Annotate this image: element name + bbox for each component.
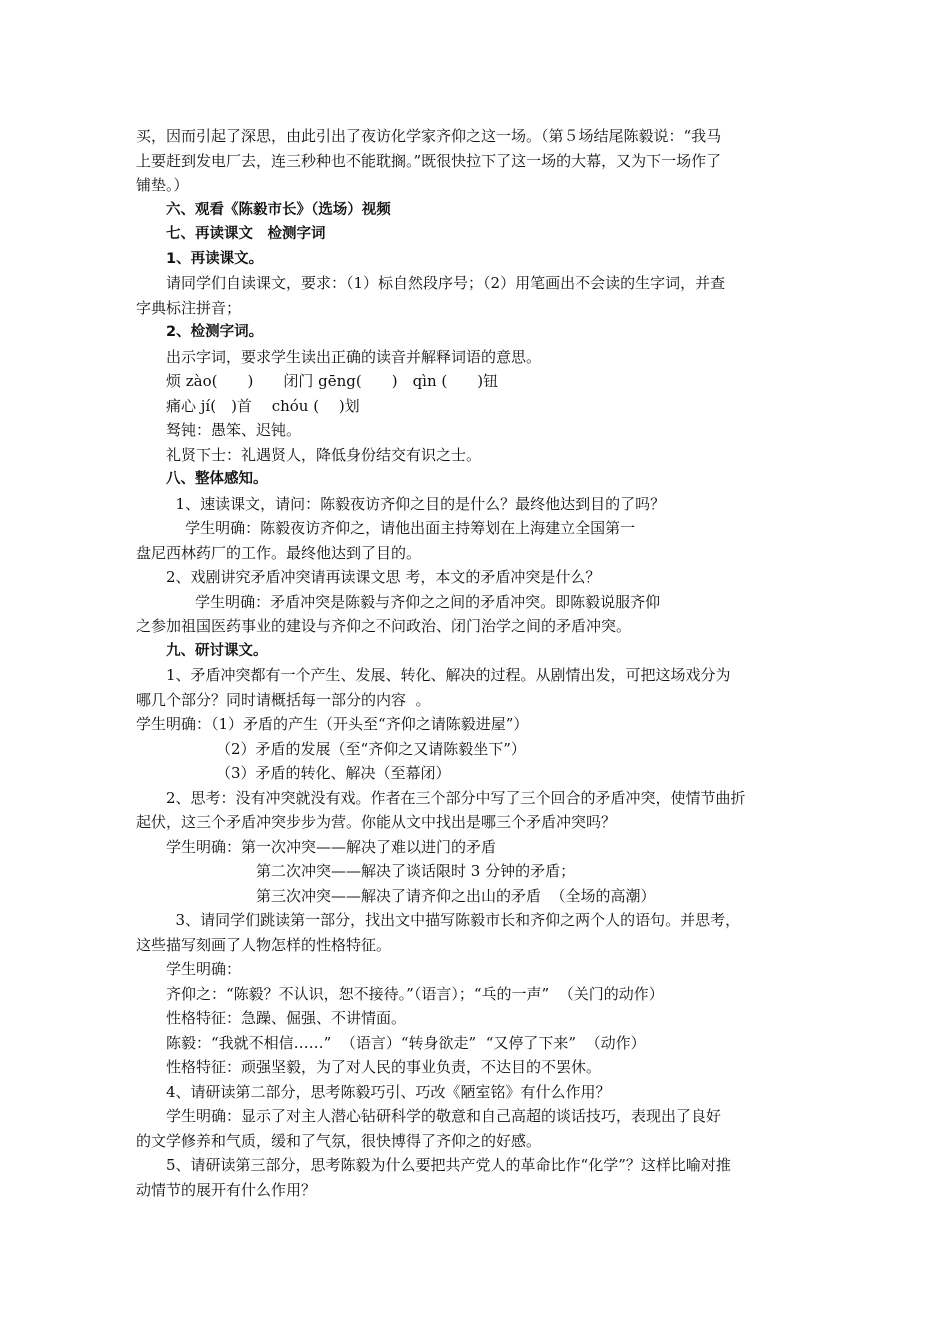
text-line: 铺垫。）	[136, 176, 189, 194]
text-line: 的文学修养和气质，缓和了气氛，很快博得了齐仰之的好感。	[136, 1131, 542, 1150]
document-body	[136, 124, 816, 1202]
text-line: 学生明确：显示了对主人潜心钻研科学的敬意和自己高超的谈话技巧，表现出了良好	[166, 1107, 722, 1125]
text-line: 动情节的展开有什么作用？	[136, 1180, 317, 1199]
text-line: 性格特征：急躁、倔强、不讲情面。	[166, 1009, 407, 1027]
text-line: 字典标注拼音；	[136, 298, 242, 317]
text-line: 这些描写刻画了人物怎样的性格特征。	[136, 935, 392, 954]
text-line: 驽钝：愚笨、迟钝。	[166, 421, 302, 439]
text-line: 第二次冲突——解决了谈话限时 3 分钟的矛盾；	[256, 862, 576, 880]
text-line: 学生明确：	[166, 960, 242, 978]
text-line: 2、戏剧讲究矛盾冲突请再读课文思 考，本文的矛盾冲突是什么？	[166, 568, 601, 586]
text-line: 痛心 jí( )首 chóu ( )划	[166, 396, 360, 415]
text-line: 第三次冲突——解决了请齐仰之出山的矛盾 （全场的高潮）	[256, 886, 656, 905]
text-line: 2、思考：没有冲突就没有戏。作者在三个部分中写了三个回合的矛盾冲突，使情节曲折	[166, 788, 746, 807]
text-line: （2）矛盾的发展（至“齐仰之又请陈毅坐下”）	[216, 739, 526, 758]
text-line: 齐仰之：“陈毅？不认识，恕不接待。”（语言）；“乓的一声” （关门的动作）	[166, 984, 664, 1003]
text-line: 请同学们自读课文，要求：（1）标自然段序号；（2）用笔画出不会读的生字词，并查	[166, 274, 726, 292]
text-line: 陈毅：“我就不相信……” （语言）“转身欲走” “又停了下来” （动作）	[166, 1033, 646, 1052]
text-line: 买，因而引起了深思，由此引出了夜访化学家齐仰之这一场。（第５场结尾陈毅说：“我马	[136, 127, 722, 145]
text-line: 学生明确：第一次冲突——解决了难以进门的矛盾	[166, 837, 497, 856]
text-line: 1、再读课文。	[166, 250, 264, 267]
text-line: 八、整体感知。	[166, 471, 268, 487]
text-line: 4、请研读第二部分，思考陈毅巧引、巧改《陋室铭》有什么作用？	[166, 1082, 611, 1101]
text-line: 3、请同学们跳读第一部分，找出文中描写陈毅市长和齐仰之两个人的语句。并思考，	[166, 911, 741, 929]
text-line: 2、检测字词。	[166, 324, 264, 340]
text-line: 盘尼西林药厂的工作。最终他达到了目的。	[136, 543, 422, 562]
text-line: 之参加祖国医药事业的建设与齐仰之不问政治、闭门治学之间的矛盾冲突。	[136, 617, 632, 635]
text-line: 烦 zào( ) 闭门 gēng( ) qìn ( )钮	[166, 372, 499, 390]
text-line: 1、矛盾冲突都有一个产生、发展、转化、解决的过程。从剧情出发，可把这场戏分为	[166, 666, 731, 684]
text-line: （3）矛盾的转化、解决（至幕闭）	[216, 764, 451, 782]
text-line: 七、再读课文 检测字词	[166, 226, 326, 242]
text-line: 1、速读课文，请问：陈毅夜访齐仰之目的是什么？最终他达到目的了吗？	[166, 494, 666, 513]
text-line: 5、请研读第三部分，思考陈毅为什么要把共产党人的革命比作“化学”？这样比喻对推	[166, 1156, 731, 1174]
text-line: 哪几个部分？同时请概括每一部分的内容 。	[136, 690, 431, 709]
text-line: 九、研讨课文。	[166, 642, 268, 659]
text-line: 性格特征：顽强坚毅，为了对人民的事业负责，不达目的不罢休。	[166, 1058, 602, 1076]
text-line: 学生明确：矛盾冲突是陈毅与齐仰之之间的矛盾冲突。即陈毅说服齐仰	[176, 592, 661, 611]
text-line: 上要赶到发电厂去，连三秒种也不能耽搁。”既很快拉下了这一场的大幕，又为下一场作了	[136, 151, 722, 170]
text-line: 学生明确：陈毅夜访齐仰之，请他出面主持筹划在上海建立全国第一	[166, 519, 636, 537]
text-line: 六、观看《陈毅市长》（选场）视频	[166, 201, 391, 218]
text-line: 出示字词，要求学生读出正确的读音并解释词语的意思。	[166, 347, 542, 366]
text-line: 学生明确：（1）矛盾的产生（开头至“齐仰之请陈毅进屋”）	[136, 715, 529, 733]
text-line: 礼贤下士：礼遇贤人，降低身份结交有识之士。	[166, 445, 482, 464]
text-line: 起伏，这三个矛盾冲突步步为营。你能从文中找出是哪三个矛盾冲突吗？	[136, 813, 617, 831]
